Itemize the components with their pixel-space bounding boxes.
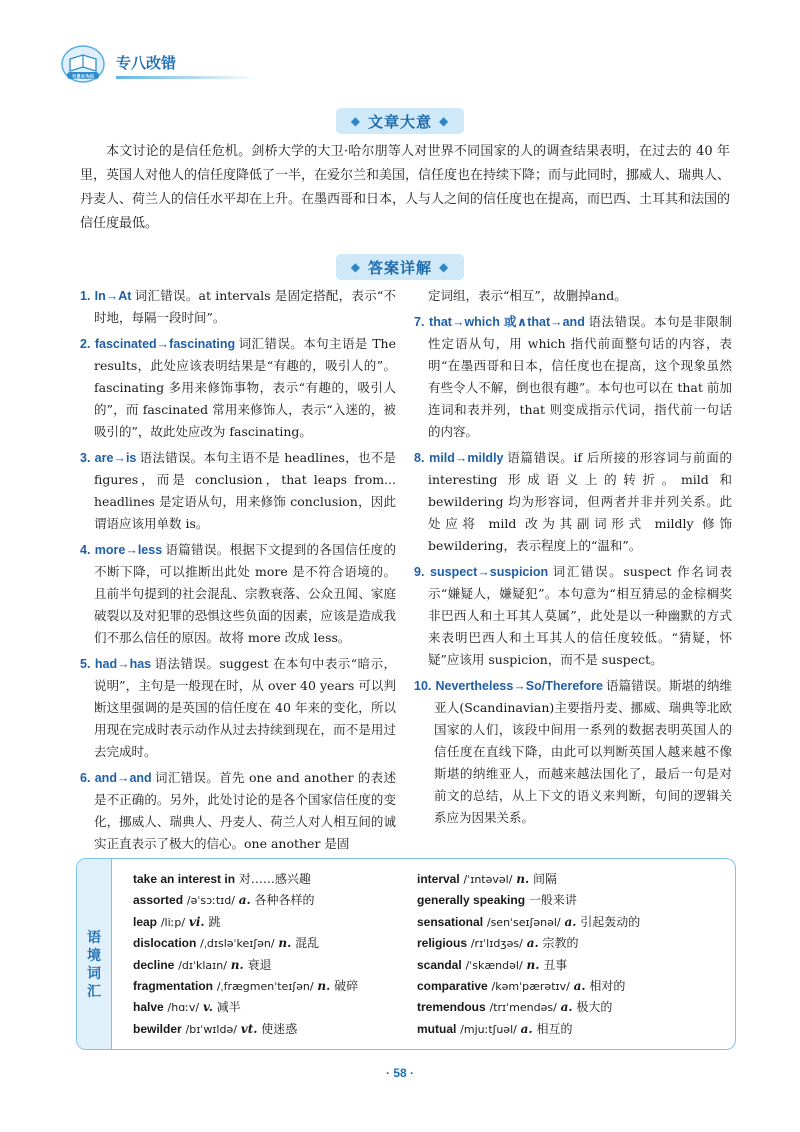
vocab-word: mutual: [417, 1021, 457, 1036]
vocab-entry: [133, 869, 403, 890]
answers-banner-title: 答案详解: [367, 258, 432, 277]
section-title: 专八改错: [116, 54, 177, 72]
answer-correction: and→and: [94, 771, 152, 785]
vocab-meaning: 引起轰动的: [580, 914, 641, 929]
answer-item: [80, 539, 396, 649]
vocab-meaning: 减半: [216, 1000, 241, 1015]
vocab-meaning: 各种各样的: [254, 893, 315, 908]
answer-number: 10.: [414, 679, 432, 693]
vocab-pos: vi.: [188, 914, 205, 929]
answer-item: [414, 561, 732, 671]
answers-left-column: [80, 285, 396, 859]
vocab-phonetic: /senˈseɪʃənəl/: [486, 915, 561, 929]
answer-explanation: 语篇错误。if 后所接的形容词与前面的 interesting 形成语义上的转折。mild 和 bewildering 均为形容词，但两者并非并列关系。此处应将 mild 改为其副词形式 mildly 修饰 bewildering，表示程度上的“温和”。: [428, 450, 732, 553]
vocab-phonetic: /rɪˈlɪdʒəs/: [470, 937, 523, 951]
header-underline: [116, 76, 256, 79]
vocab-meaning: 跳: [208, 914, 221, 929]
diamond-icon: ◆: [350, 260, 361, 274]
vocab-word: religious: [417, 936, 468, 951]
vocab-entry: [417, 976, 717, 997]
answer-number: 3.: [80, 451, 91, 465]
vocab-pos: a.: [526, 936, 539, 951]
answer-item: [80, 653, 396, 763]
vocab-entry: [417, 1019, 717, 1040]
vocabulary-side-tab: [77, 859, 112, 1049]
answer-number: 6.: [80, 771, 91, 785]
vocabulary-list-right: [417, 869, 717, 1040]
answer-explanation: 语篇错误。斯堪的纳维亚人(Scandinavian)主要指丹麦、挪威、瑞典等北欧国家的人们，该段中间用一系列的数据表明英国人的信任度在直线下降，由此可以判断英国人越来越不像斯堪的纳维亚人，而越来越法国化了，最后一句是对前文的总结，从上下文的语义来判断，句间的逻辑关系应为因果关系。: [434, 678, 732, 825]
vocab-meaning: 对……感兴趣: [238, 872, 311, 886]
vocab-entry: [133, 933, 403, 954]
diamond-icon: ◆: [350, 114, 361, 128]
vocab-pos: a.: [573, 979, 586, 994]
vocab-entry: [133, 912, 403, 933]
vocab-word: halve: [133, 1000, 164, 1015]
answer-correction: are→is: [94, 451, 137, 465]
page-number: · 58 ·: [385, 1066, 414, 1080]
vocab-entry: [417, 997, 717, 1018]
vocab-meaning: 相对的: [589, 979, 626, 994]
answers-banner: [336, 254, 464, 280]
vocabulary-label: 语境词汇: [87, 930, 101, 1000]
summary-paragraph: 本文讨论的是信任危机。剑桥大学的大卫·哈尔朋等人对世界不同国家的人的调查结果表明，在过去的 40 年里，英国人对他人的信任度降低了一半，在爱尔兰和美国，信任度也在持续下降；而与此同时，挪威人、瑞典人、丹麦人、荷兰人的信任水平却在上升。在墨西哥和日本，人与人之间的信任度也在提高，而巴西、土耳其和法国的信任度最低。: [80, 144, 731, 231]
vocab-meaning: 一般来讲: [528, 893, 577, 908]
vocab-pos: v.: [202, 1000, 213, 1015]
answer-item: [414, 311, 732, 443]
vocab-meaning: 丑事: [543, 957, 568, 972]
answer-explanation: 语篇错误。根据下文提到的各国信任度的不断下降，可以推断出此处 more 是不符合语境的。且前半句提到的社会混乱、宗教衰落、公众丑闻、家庭破裂以及对犯罪的恐惧这些负面的因素，应该是造成我们不那么信任的原因。故将 more 改成 less。: [94, 542, 396, 645]
vocab-pos: n.: [516, 872, 530, 886]
answer-correction: fascinated→fascinating: [94, 337, 236, 351]
answer-correction: In→At: [94, 289, 132, 303]
vocab-meaning: 间隔: [533, 872, 558, 886]
book-logo-icon: [60, 44, 106, 84]
vocab-phonetic: /kəmˈpærətɪv/: [491, 980, 570, 994]
diamond-icon: ◆: [439, 114, 450, 128]
vocab-entry: [417, 912, 717, 933]
vocab-entry: [417, 869, 717, 890]
vocab-phonetic: /ˌdɪsləˈkeɪʃən/: [200, 937, 275, 951]
answer-explanation: 词汇错误。本句主语是 The results，此处应该表明结果是“有趣的，吸引人的”。fascinating 多用来修饰事物，表示“有趣的，吸引人的”，而 fascinated 常用来修饰人，表示“入迷的，被吸引的”，故此处应改为 fascinating。: [94, 336, 396, 439]
vocab-word: scandal: [417, 957, 462, 972]
vocab-word: leap: [133, 914, 158, 929]
answer-explanation: 词汇错误。首先 one and another 的表述是不正确的。另外，此处讨论的是各个国家信任度的变化，挪威人、瑞典人、丹麦人、荷兰人对人相互间的诚实正直表示了极大的信心。one another 是固: [94, 770, 396, 851]
vocab-phonetic: /ˌfrægmenˈteɪʃən/: [216, 980, 314, 994]
answer-explanation: 语法错误。suggest 在本句中表示“暗示，说明”，主句是一般现在时，从 over 40 years 可以判断这里强调的是英国的信任度在 40 年来的变化，所以用现在完成时表示动作从过去持续到现在，而不是用过去完成时。: [94, 656, 397, 759]
vocab-phonetic: /liːp/: [160, 915, 186, 929]
vocab-word: fragmentation: [133, 979, 214, 994]
answer-correction: Nevertheless→So/Therefore: [435, 679, 603, 693]
vocab-pos: n.: [526, 957, 540, 972]
svg-text:与星长为伍: 与星长为伍: [71, 75, 95, 80]
vocab-entry: [417, 933, 717, 954]
vocab-entry: [133, 1019, 403, 1040]
answer-item: [80, 767, 396, 855]
answer-explanation: 词汇错误。at intervals 是固定搭配，表示“不时地，每隔一段时间”。: [94, 288, 396, 325]
answer-item: [414, 447, 732, 557]
vocab-word: generally speaking: [417, 893, 526, 908]
answer-number: 1.: [80, 289, 91, 303]
vocab-entry: [417, 890, 717, 911]
answer-item: [80, 333, 396, 443]
vocab-word: sensational: [417, 914, 484, 929]
vocab-meaning: 使迷惑: [261, 1021, 298, 1036]
answer-number: 7.: [414, 315, 425, 329]
answers-right-column: [414, 285, 732, 833]
answer-number: 4.: [80, 543, 91, 557]
vocab-phonetic: /dɪˈklaɪn/: [178, 958, 227, 972]
vocab-pos: a.: [238, 893, 251, 908]
vocab-meaning: 极大的: [576, 1000, 613, 1015]
vocab-pos: n.: [230, 957, 244, 972]
page-header: [60, 44, 740, 84]
summary-banner: [336, 108, 464, 134]
vocab-pos: a.: [520, 1021, 533, 1036]
vocab-word: assorted: [133, 893, 184, 908]
answer-item: [414, 675, 732, 829]
vocab-phonetic: /hɑːv/: [167, 1001, 200, 1015]
vocab-entry: [133, 976, 403, 997]
vocab-phonetic: /mjuːtʃuəl/: [460, 1022, 517, 1036]
vocab-pos: a.: [564, 914, 577, 929]
vocab-phonetic: /ˈskændəl/: [465, 958, 523, 972]
vocab-meaning: 混乱: [295, 936, 320, 951]
answer-explanation: 语法错误。本句是非限制性定语从句，用 which 指代前面整句话的内容，表明“在墨西哥和日本，信任度也在提高，这个现象虽然有些令人不解，倒也很有趣”。本句也可以在 that 前加连词和表并列，that 则变成指示代词，指代前一句话的内容。: [428, 314, 732, 439]
vocab-entry: [133, 997, 403, 1018]
answer-item: [80, 447, 396, 535]
answer-correction: suspect→suspicion: [430, 565, 549, 579]
answer-item: [80, 285, 396, 329]
answer-number: 5.: [80, 657, 91, 671]
answer-number: 8.: [414, 451, 425, 465]
vocab-entry: [133, 890, 403, 911]
vocab-meaning: 宗教的: [542, 936, 579, 951]
vocab-word: take an interest in: [133, 872, 236, 886]
vocab-meaning: 相互的: [536, 1021, 573, 1036]
vocab-word: tremendous: [417, 1000, 486, 1015]
vocab-pos: n.: [317, 979, 331, 994]
vocab-word: decline: [133, 957, 175, 972]
vocab-entry: [417, 955, 717, 976]
answer-correction: more→less: [94, 543, 163, 557]
summary-banner-title: 文章大意: [367, 112, 432, 131]
answer-correction: that→which 或∧that→and: [429, 315, 585, 329]
answer-number: 2.: [80, 337, 91, 351]
vocab-word: interval: [417, 872, 460, 886]
vocab-phonetic: /ˈɪntəvəl/: [463, 873, 513, 886]
vocab-phonetic: /trɪˈmendəs/: [489, 1001, 557, 1015]
vocab-entry: [133, 955, 403, 976]
vocab-word: comparative: [417, 979, 488, 994]
vocab-phonetic: /əˈsɔːtɪd/: [186, 894, 235, 908]
answer-explanation: 语法错误。本句主语不是 headlines，也不是 figures，而是 conclusion，that leaps from... headlines 是定语从句，用来修饰 conclusion，因此谓语应该用单数 is。: [94, 450, 396, 531]
vocab-pos: a.: [560, 1000, 573, 1015]
answer-continuation: 定词组，表示“相互”，故删掉and。: [428, 288, 627, 303]
answer-explanation: 词汇错误。suspect 作名词表示“嫌疑人，嫌疑犯”。本句意为“相互猜忌的金棕榈奖非巴西人和土耳其人莫属”，此处是以一种幽默的方式来表明巴西人和土耳其人的信任度较低。“猜疑，怀疑”应该用 suspicion，而不是 suspect。: [428, 564, 732, 667]
vocabulary-list-left: [133, 869, 403, 1040]
vocabulary-box: [76, 858, 736, 1050]
answer-number: 9.: [414, 565, 425, 579]
vocab-word: dislocation: [133, 936, 197, 951]
vocab-meaning: 破碎: [334, 979, 359, 994]
diamond-icon: ◆: [439, 260, 450, 274]
vocab-phonetic: /bɪˈwɪldə/: [185, 1022, 237, 1036]
answer-correction: mild→mildly: [429, 451, 504, 465]
vocab-pos: vt.: [240, 1021, 258, 1036]
answer-correction: had→has: [94, 657, 152, 671]
vocab-word: bewilder: [133, 1021, 182, 1036]
vocab-meaning: 衰退: [247, 957, 272, 972]
vocab-pos: n.: [278, 936, 292, 951]
